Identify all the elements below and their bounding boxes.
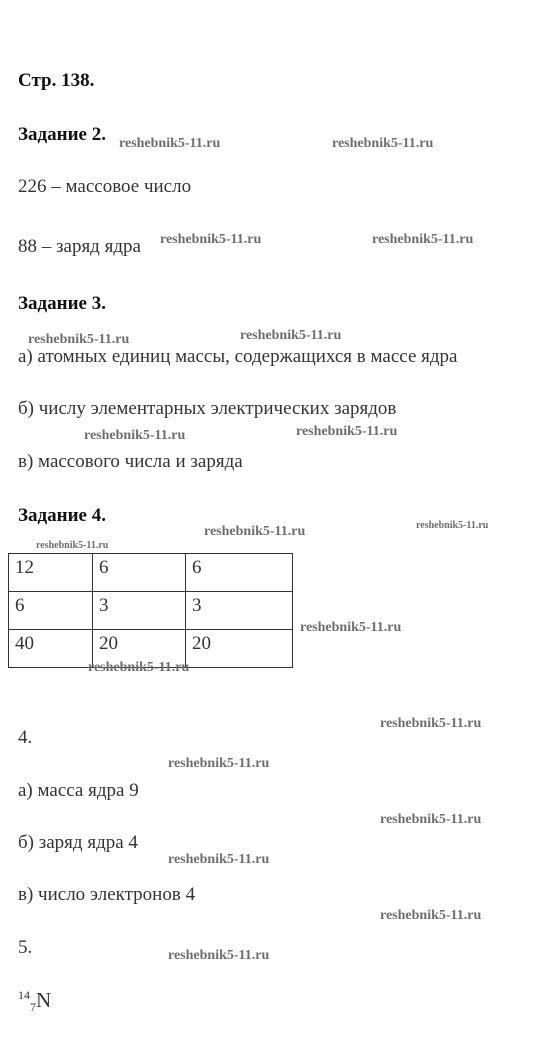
task3-answer-b: б) числу элементарных электрических зарядов	[18, 398, 397, 419]
watermark: reshebnik5-11.ru	[204, 524, 306, 539]
watermark: reshebnik5-11.ru	[119, 136, 221, 151]
isotope-symbol: N	[36, 988, 52, 1012]
table-cell: 6	[186, 554, 293, 592]
watermark: reshebnik5-11.ru	[168, 948, 270, 963]
table-cell: 12	[9, 554, 93, 592]
watermark: reshebnik5-11.ru	[36, 540, 109, 551]
item4-answer-a: а) масса ядра 9	[18, 780, 139, 801]
watermark: reshebnik5-11.ru	[240, 328, 342, 343]
watermark: reshebnik5-11.ru	[332, 136, 434, 151]
task3-answer-c: в) массового числа и заряда	[18, 451, 243, 472]
isotope-notation	[18, 988, 51, 1013]
watermark: reshebnik5-11.ru	[84, 428, 186, 443]
watermark: reshebnik5-11.ru	[372, 232, 474, 247]
item4-answer-c: в) число электронов 4	[18, 884, 196, 905]
isotope-mass-number: 14	[18, 988, 30, 1002]
task4-heading: Задание 4.	[18, 505, 106, 526]
watermark: reshebnik5-11.ru	[88, 660, 190, 675]
watermark: reshebnik5-11.ru	[380, 716, 482, 731]
table-cell: 20	[93, 630, 186, 668]
table-cell: 40	[9, 630, 93, 668]
task3-answer-a: а) атомных единиц массы, содержащихся в массе ядра	[18, 346, 458, 367]
table-cell: 3	[186, 592, 293, 630]
task3-heading: Задание 3.	[18, 293, 106, 314]
task2-line-mass-number: 226 – массовое число	[18, 176, 192, 197]
watermark: reshebnik5-11.ru	[300, 620, 402, 635]
page-title: Стр. 138.	[18, 70, 95, 91]
watermark: reshebnik5-11.ru	[380, 908, 482, 923]
item4-answer-b: б) заряд ядра 4	[18, 832, 138, 853]
watermark: reshebnik5-11.ru	[168, 756, 270, 771]
watermark: reshebnik5-11.ru	[296, 424, 398, 439]
task2-line-charge: 88 – заряд ядра	[18, 236, 141, 257]
watermark: reshebnik5-11.ru	[380, 812, 482, 827]
watermark: reshebnik5-11.ru	[168, 852, 270, 867]
table-cell: 6	[93, 554, 186, 592]
watermark: reshebnik5-11.ru	[416, 520, 489, 531]
table-row	[9, 592, 293, 630]
isotope-atomic-number: 7	[30, 1000, 36, 1014]
table-cell: 6	[9, 592, 93, 630]
task4-table	[8, 553, 293, 668]
item4-number: 4.	[18, 727, 33, 748]
watermark: reshebnik5-11.ru	[28, 332, 130, 347]
item5-number: 5.	[18, 937, 33, 958]
table-cell: 20	[186, 630, 293, 668]
task2-heading: Задание 2.	[18, 124, 106, 145]
table-row	[9, 554, 293, 592]
watermark: reshebnik5-11.ru	[160, 232, 262, 247]
table-cell: 3	[93, 592, 186, 630]
